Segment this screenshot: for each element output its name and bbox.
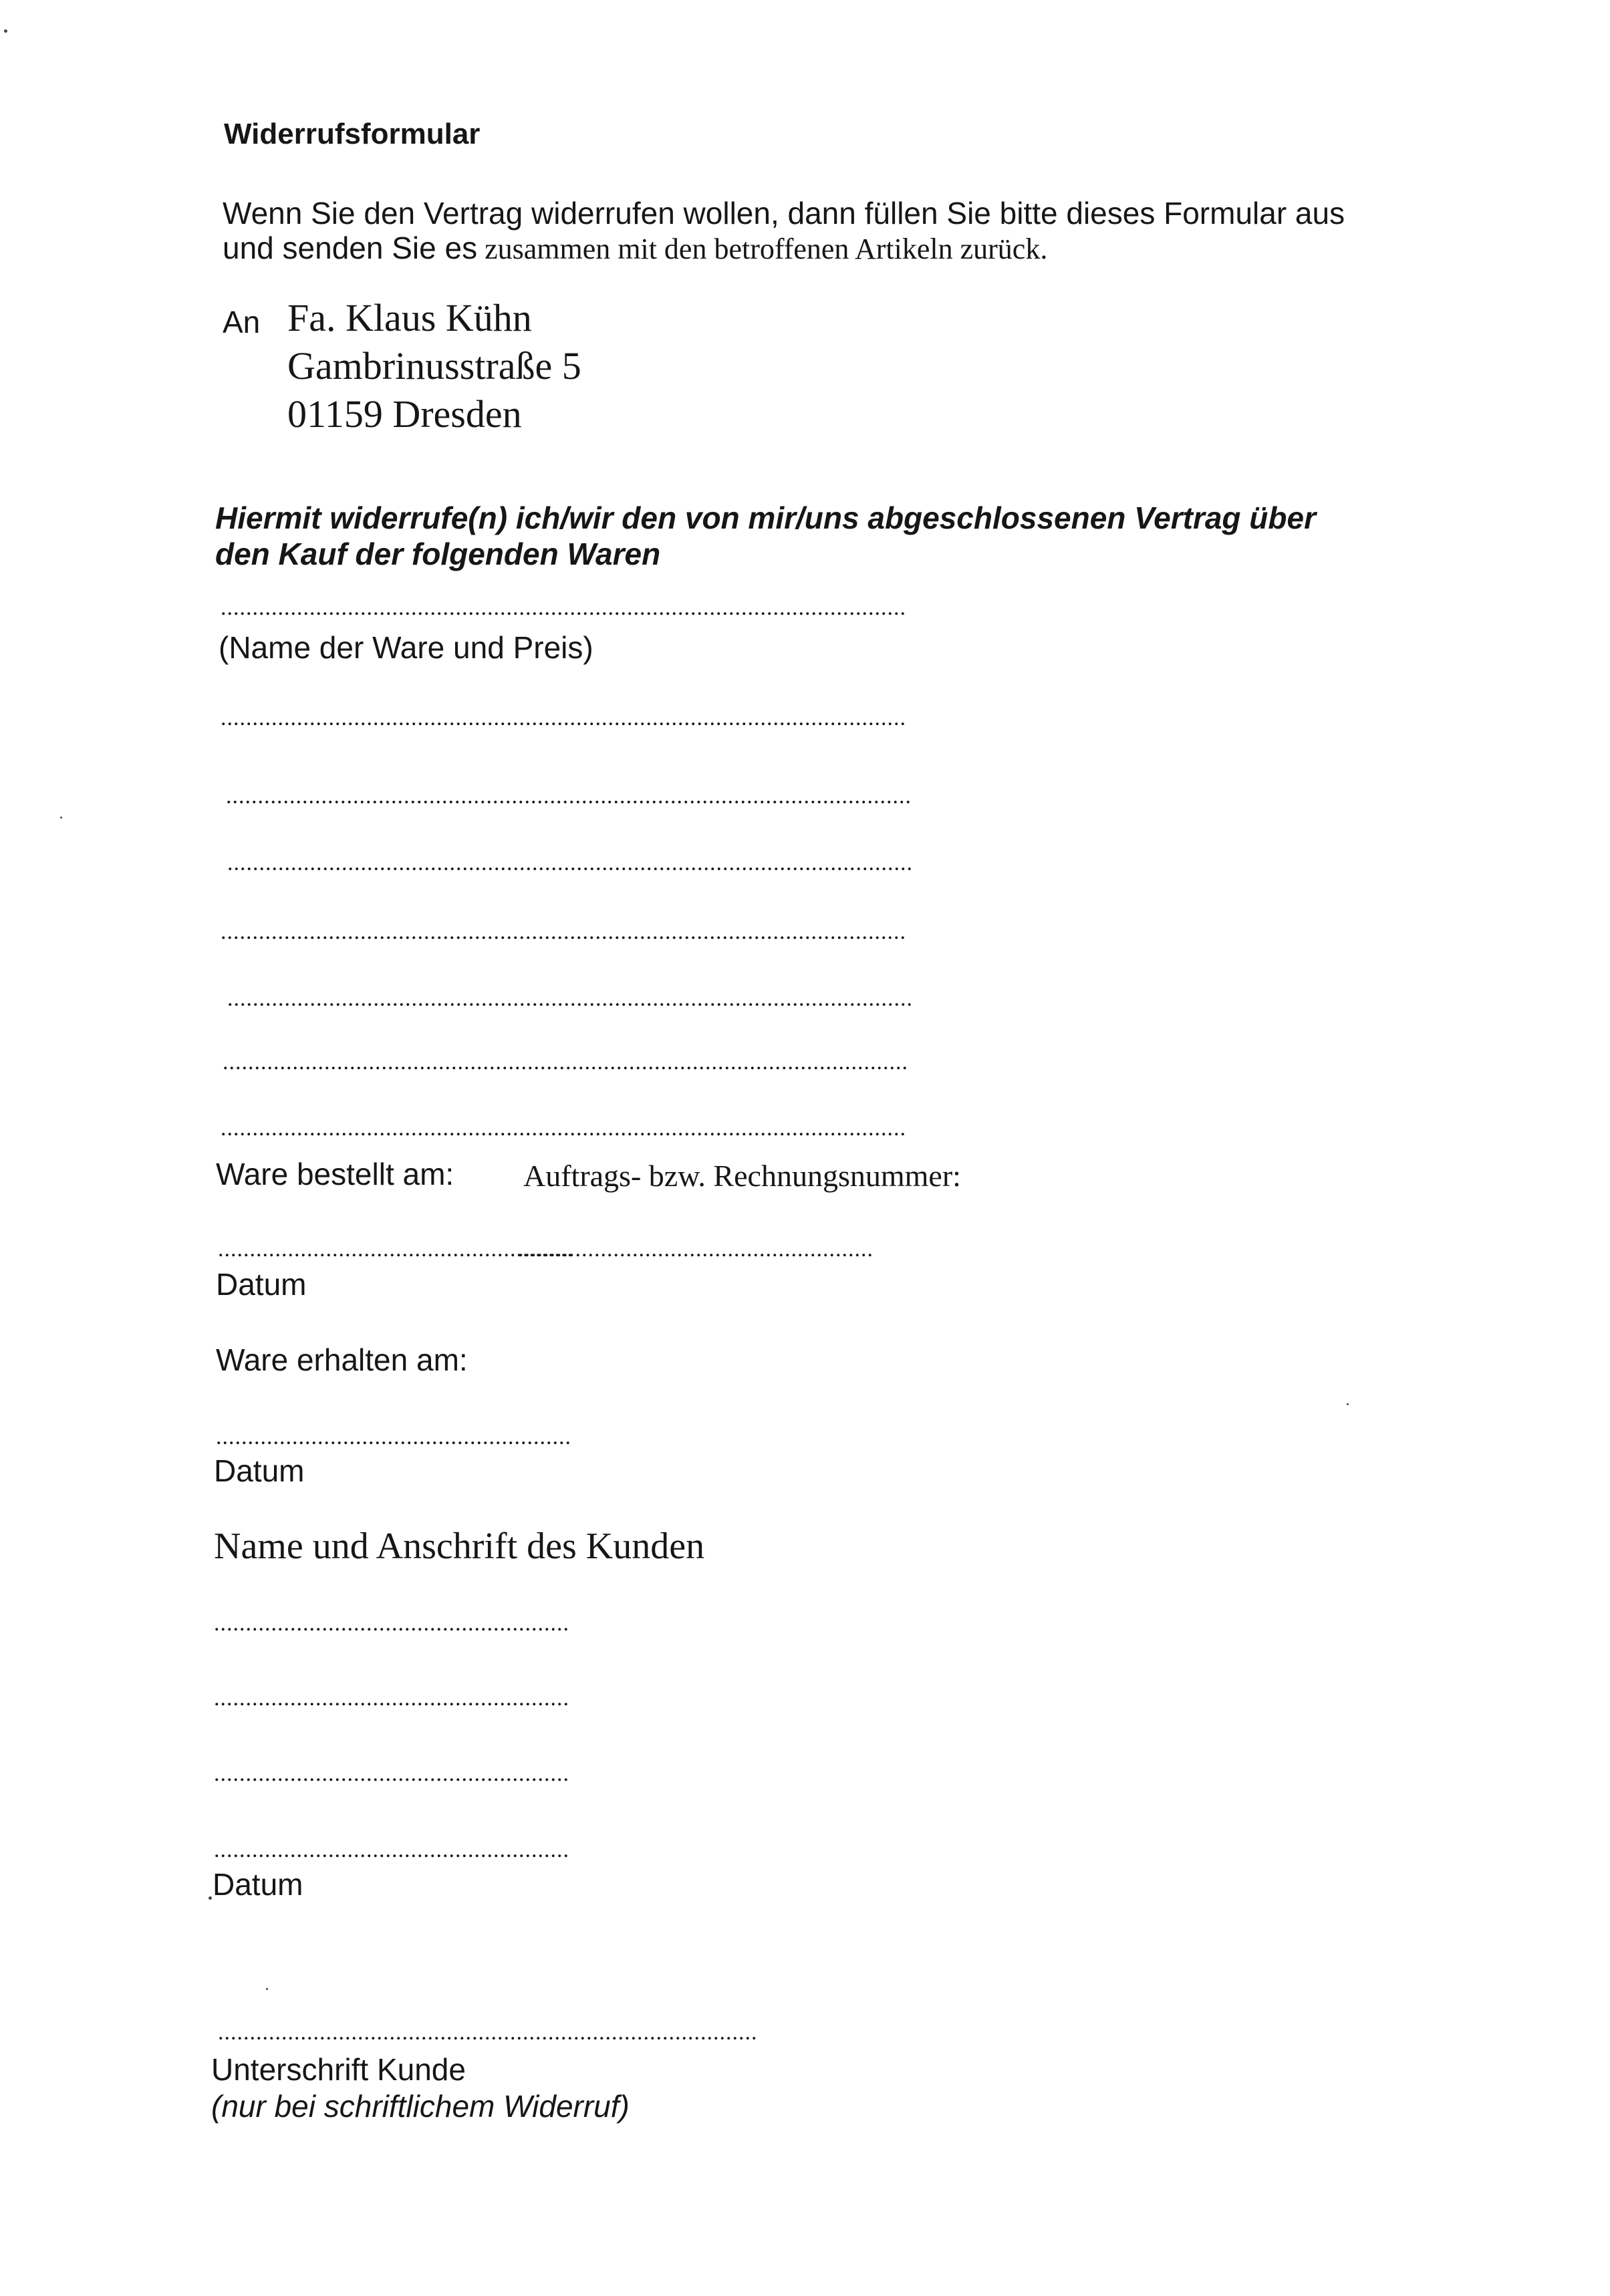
ordered-date-label: Datum xyxy=(216,1267,307,1302)
address-prefix: An xyxy=(223,305,261,339)
goods-line-6[interactable]: ............................................................................................................ xyxy=(227,986,913,1011)
received-date-line[interactable]: ........................................................ xyxy=(216,1425,571,1449)
customer-date-line[interactable]: ........................................................ xyxy=(214,1838,569,1862)
intro-line-2 xyxy=(223,230,1047,266)
intro-line-2-serif: zusammen mit den betroffenen Artikeln zurück. xyxy=(477,233,1048,265)
order-number-label: Auftrags- bzw. Rechnungsnummer: xyxy=(523,1159,961,1193)
goods-line-3[interactable]: ............................................................................................................ xyxy=(226,784,912,809)
address-street: Gambrinusstraße 5 xyxy=(287,344,581,388)
goods-caption: (Name der Ware und Preis) xyxy=(219,630,593,665)
intro-line-1: Wenn Sie den Vertrag widerrufen wollen, dann füllen Sie bitte dieses Formular aus xyxy=(223,196,1345,231)
ordered-date-line[interactable]: ........................................................ xyxy=(218,1237,573,1262)
goods-line-7[interactable]: ............................................................................................................ xyxy=(223,1050,908,1074)
customer-line-1[interactable]: ........................................................ xyxy=(214,1611,569,1636)
received-date-label: Datum xyxy=(214,1453,305,1488)
address-company: Fa. Klaus Kühn xyxy=(287,296,532,339)
declaration-line-1: Hiermit widerrufe(n) ich/wir den von mir/uns abgeschlossenen Vertrag über xyxy=(215,500,1316,535)
signature-line[interactable]: ..................................................................................... xyxy=(218,2020,758,2045)
goods-line-8[interactable]: ............................................................................................................ xyxy=(221,1116,906,1141)
form-title: Widerrufsformular xyxy=(224,118,481,150)
address-city: 01159 Dresden xyxy=(287,392,522,436)
received-label: Ware erhalten am: xyxy=(216,1342,468,1377)
scan-speck xyxy=(266,1988,268,1990)
ordered-label: Ware bestellt am: xyxy=(216,1157,454,1191)
goods-line-4[interactable]: ............................................................................................................ xyxy=(227,851,913,875)
scan-speck xyxy=(209,1896,212,1900)
customer-line-2[interactable]: ........................................................ xyxy=(214,1686,569,1711)
goods-line-5[interactable]: ............................................................................................................ xyxy=(221,919,906,944)
intro-line-2-sans: und senden Sie es xyxy=(223,231,478,265)
customer-date-label: Datum xyxy=(213,1867,303,1902)
scan-speck xyxy=(4,29,7,33)
order-number-line[interactable]: ........................................................ xyxy=(518,1237,874,1262)
declaration-line-2: den Kauf der folgenden Waren xyxy=(215,537,661,571)
signature-label: Unterschrift Kunde xyxy=(211,2052,466,2087)
scan-speck xyxy=(1347,1403,1349,1405)
customer-line-3[interactable]: ........................................................ xyxy=(214,1761,569,1786)
scan-speck xyxy=(60,817,62,819)
recipient-address xyxy=(287,294,581,438)
customer-heading: Name und Anschrift des Kunden xyxy=(214,1526,705,1567)
signature-note: (nur bei schriftlichem Widerruf) xyxy=(211,2089,630,2124)
goods-line-1[interactable]: ............................................................................................................ xyxy=(221,595,906,620)
goods-line-2[interactable]: ............................................................................................................ xyxy=(221,706,906,730)
